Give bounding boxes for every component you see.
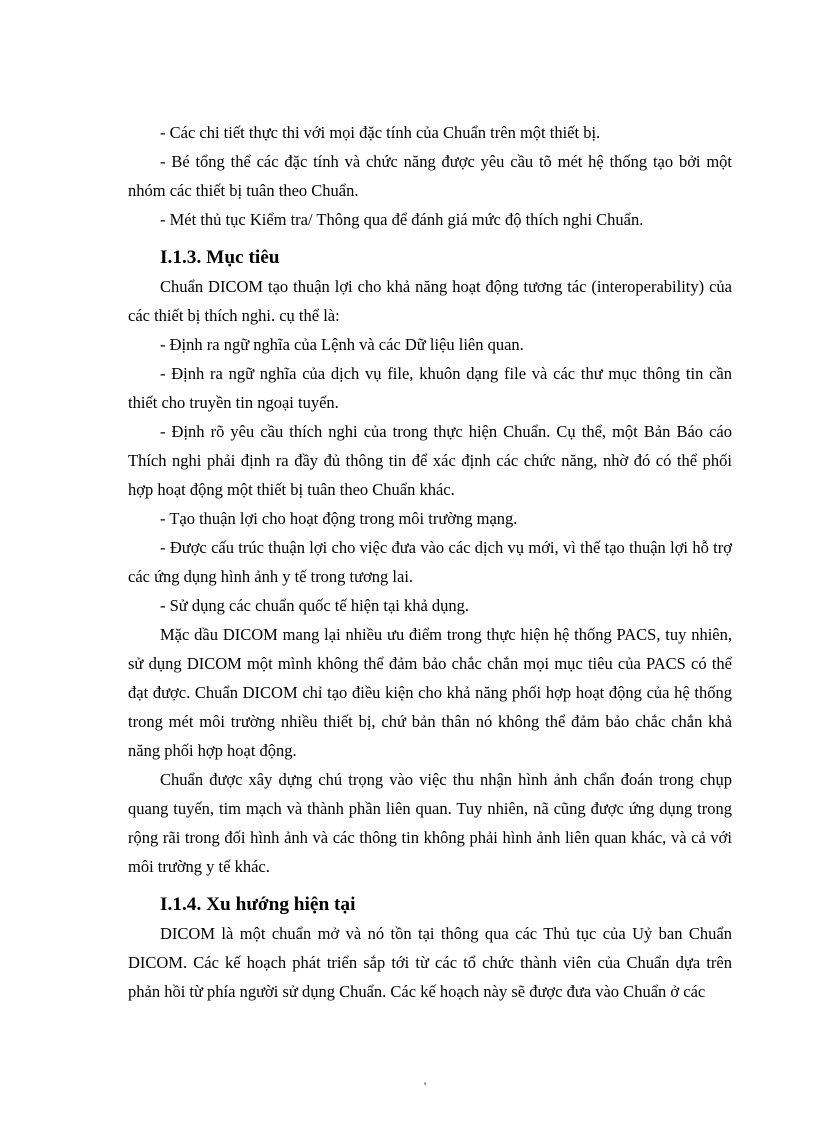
paragraph-open-standard: DICOM là một chuẩn mở và nó tồn tại thông qua các Thủ tục của Uỷ ban Chuẩn DICOM. Các kế hoạch phát triển sắp tới từ các tổ chức thành viên của Chuẩn dựa trên phản hồi từ phía người sử dụng Chuẩn. Các kế hoạch này sẽ được đưa vào Chuẩn ở các — [128, 924, 732, 1001]
bullet-new-services: - Được cấu trúc thuận lợi cho việc đưa vào các dịch vụ mới, vì thế tạo thuận lợi hỗ trợ các ứng dụng hình ảnh y tế trong tương lai. — [128, 538, 732, 586]
paragraph-pacs-limitations: Mặc dầu DICOM mang lại nhiều ưu điểm trong thực hiện hệ thống PACS, tuy nhiên, sử dụng DICOM một mình không thể đảm bảo chắc chắn mọi mục tiêu của PACS có thể đạt được. Chuẩn DICOM chỉ tạo điều kiện cho khả năng phối hợp hoạt động của hệ thống trong mét môi trường nhiều thiết bị, chứ bản thân nó không thể đảm bảo chắc chắn khả năng phối hợp hoạt động. — [128, 625, 732, 760]
paragraph-objectives-intro: Chuẩn DICOM tạo thuận lợi cho khả năng hoạt động tương tác (interoperability) của các thiết bị thích nghi. cụ thể là: — [128, 277, 732, 325]
bullet-network-environment: - Tạo thuận lợi cho hoạt động trong môi trường mạng. — [160, 509, 518, 528]
section-heading-current-trends: I.1.4. Xu hướng hiện tại — [160, 894, 356, 915]
bullet-command-semantics: - Định ra ngữ nghĩa của Lệnh và các Dữ liệu liên quan. — [160, 335, 524, 354]
bullet-feature-set: - Bé tổng thể các đặc tính và chức năng được yêu cầu tõ mét hệ thống tạo bởi một nhóm các thiết bị tuân theo Chuẩn. — [128, 152, 732, 200]
bullet-test-procedure: - Mét thủ tục Kiểm tra/ Thông qua để đánh giá mức độ thích nghi Chuẩn. — [160, 210, 644, 229]
footer-mark: ' — [424, 1079, 427, 1093]
page-content — [128, 118, 732, 1006]
section-heading-objectives: I.1.3. Mục tiêu — [160, 247, 280, 268]
bullet-conformance-requirements: - Định rõ yêu cầu thích nghi của trong thực hiện Chuẩn. Cụ thể, một Bản Báo cáo Thích nghi phải định ra đầy đủ thông tin để xác định các chức năng, nhờ đó có thể phối hợp hoạt động một thiết bị tuân theo Chuẩn khác. — [128, 422, 732, 499]
bullet-implementation-details: - Các chi tiết thực thi với mọi đặc tính của Chuẩn trên một thiết bị. — [160, 123, 601, 142]
paragraph-standard-focus: Chuẩn được xây dựng chú trọng vào việc thu nhận hình ảnh chẩn đoán trong chụp quang tuyến, tim mạch và thành phần liên quan. Tuy nhiên, nã cũng được ứng dụng trong rộng rãi trong đối hình ảnh và các thông tin không phải hình ảnh liên quan khác, và cả với môi trường y tế khác. — [128, 770, 732, 876]
bullet-international-standards: - Sử dụng các chuẩn quốc tế hiện tại khả dụng. — [160, 596, 470, 615]
bullet-file-service-semantics: - Định ra ngữ nghĩa của dịch vụ file, khuôn dạng file và các thư mục thông tin cần thiết cho truyền tin ngoại tuyến. — [128, 364, 732, 412]
